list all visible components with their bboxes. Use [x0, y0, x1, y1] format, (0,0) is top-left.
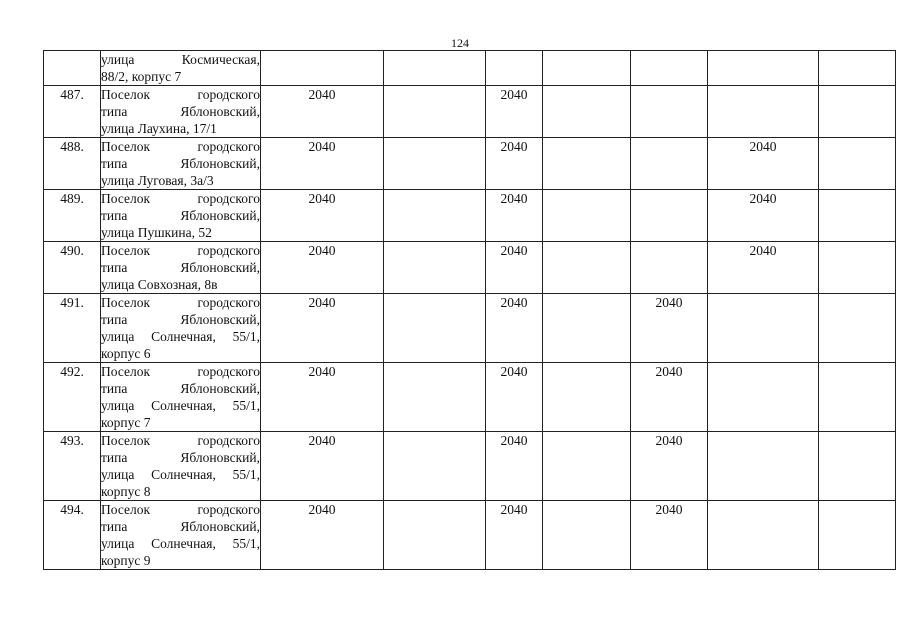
year-cell: 2040	[486, 294, 543, 363]
year-cell	[384, 86, 486, 138]
row-number: 493.	[44, 432, 101, 501]
year-cell	[543, 190, 631, 242]
address-line: типа Яблоновский,	[101, 312, 260, 327]
year-cell	[631, 86, 708, 138]
year-cell	[543, 138, 631, 190]
page-number: 124	[451, 36, 469, 50]
address-line: типа Яблоновский,	[101, 450, 260, 465]
year-cell: 2040	[261, 86, 384, 138]
year-cell	[384, 242, 486, 294]
year-cell	[631, 138, 708, 190]
year-cell: 2040	[486, 363, 543, 432]
address-cell	[101, 86, 261, 138]
year-cell: 2040	[631, 432, 708, 501]
address-line: Поселок городского	[101, 191, 260, 206]
table-row	[44, 501, 896, 570]
year-cell	[543, 363, 631, 432]
row-number: 487.	[44, 86, 101, 138]
year-cell: 2040	[486, 190, 543, 242]
year-cell: 2040	[486, 86, 543, 138]
year-cell	[384, 432, 486, 501]
year-cell: 2040	[631, 363, 708, 432]
year-cell: 2040	[708, 138, 819, 190]
year-cell	[384, 138, 486, 190]
year-cell	[819, 51, 896, 86]
year-cell: 2040	[261, 501, 384, 570]
year-cell: 2040	[631, 501, 708, 570]
year-cell	[819, 432, 896, 501]
year-cell	[819, 501, 896, 570]
address-line: типа Яблоновский,	[101, 156, 260, 171]
address-cell	[101, 51, 261, 86]
year-cell	[543, 432, 631, 501]
year-cell	[708, 86, 819, 138]
year-cell	[384, 190, 486, 242]
address-line: типа Яблоновский,	[101, 260, 260, 275]
registry-table	[43, 50, 896, 570]
address-line: улица Солнечная, 55/1,	[101, 467, 260, 482]
row-number: 488.	[44, 138, 101, 190]
address-line: корпус 9	[101, 553, 151, 568]
year-cell	[708, 501, 819, 570]
address-line: типа Яблоновский,	[101, 519, 260, 534]
address-line: Поселок городского	[101, 295, 260, 310]
address-line: Поселок городского	[101, 364, 260, 379]
address-line: Поселок городского	[101, 502, 260, 517]
address-cell	[101, 432, 261, 501]
address-line: улица Пушкина, 52	[101, 225, 212, 240]
address-line: корпус 7	[101, 415, 151, 430]
table-row	[44, 363, 896, 432]
table-row	[44, 86, 896, 138]
table-row	[44, 51, 896, 86]
address-line: улица Луговая, 3а/3	[101, 173, 214, 188]
address-line: типа Яблоновский,	[101, 208, 260, 223]
year-cell	[543, 242, 631, 294]
year-cell	[631, 242, 708, 294]
address-line: улица Солнечная, 55/1,	[101, 398, 260, 413]
address-line: улица Солнечная, 55/1,	[101, 536, 260, 551]
year-cell: 2040	[708, 190, 819, 242]
year-cell: 2040	[486, 242, 543, 294]
table-row	[44, 138, 896, 190]
table-row	[44, 242, 896, 294]
year-cell	[708, 294, 819, 363]
address-line: Поселок городского	[101, 433, 260, 448]
year-cell	[384, 363, 486, 432]
table-body	[44, 51, 896, 570]
year-cell	[543, 294, 631, 363]
address-line: Поселок городского	[101, 87, 260, 102]
year-cell	[819, 294, 896, 363]
address-line: Поселок городского	[101, 243, 260, 258]
year-cell	[819, 242, 896, 294]
year-cell: 2040	[261, 242, 384, 294]
address-line: типа Яблоновский,	[101, 381, 260, 396]
year-cell: 2040	[486, 501, 543, 570]
address-line: корпус 8	[101, 484, 151, 499]
year-cell	[819, 86, 896, 138]
address-cell	[101, 190, 261, 242]
year-cell: 2040	[261, 190, 384, 242]
year-cell	[543, 501, 631, 570]
table-row	[44, 190, 896, 242]
row-number	[44, 51, 101, 86]
year-cell	[819, 363, 896, 432]
address-line: улица Совхозная, 8в	[101, 277, 218, 292]
row-number: 494.	[44, 501, 101, 570]
address-line: корпус 6	[101, 346, 151, 361]
year-cell	[708, 432, 819, 501]
year-cell	[631, 51, 708, 86]
row-number: 490.	[44, 242, 101, 294]
table-row	[44, 432, 896, 501]
year-cell	[543, 86, 631, 138]
year-cell: 2040	[631, 294, 708, 363]
address-cell	[101, 501, 261, 570]
address-line: типа Яблоновский,	[101, 104, 260, 119]
year-cell: 2040	[261, 363, 384, 432]
year-cell	[384, 51, 486, 86]
year-cell	[819, 138, 896, 190]
address-cell	[101, 363, 261, 432]
year-cell	[631, 190, 708, 242]
row-number: 492.	[44, 363, 101, 432]
year-cell	[486, 51, 543, 86]
year-cell	[384, 501, 486, 570]
year-cell: 2040	[486, 432, 543, 501]
year-cell: 2040	[486, 138, 543, 190]
address-line: Поселок городского	[101, 139, 260, 154]
year-cell	[543, 51, 631, 86]
address-line: улица Космическая,	[101, 52, 260, 67]
address-line: улица Лаухина, 17/1	[101, 121, 217, 136]
year-cell	[819, 190, 896, 242]
address-line: 88/2, корпус 7	[101, 69, 182, 84]
row-number: 491.	[44, 294, 101, 363]
year-cell: 2040	[708, 242, 819, 294]
year-cell: 2040	[261, 432, 384, 501]
year-cell	[384, 294, 486, 363]
year-cell	[708, 363, 819, 432]
year-cell: 2040	[261, 294, 384, 363]
table-row	[44, 294, 896, 363]
year-cell	[261, 51, 384, 86]
year-cell	[708, 51, 819, 86]
address-cell	[101, 242, 261, 294]
address-cell	[101, 138, 261, 190]
address-cell	[101, 294, 261, 363]
row-number: 489.	[44, 190, 101, 242]
address-line: улица Солнечная, 55/1,	[101, 329, 260, 344]
year-cell: 2040	[261, 138, 384, 190]
